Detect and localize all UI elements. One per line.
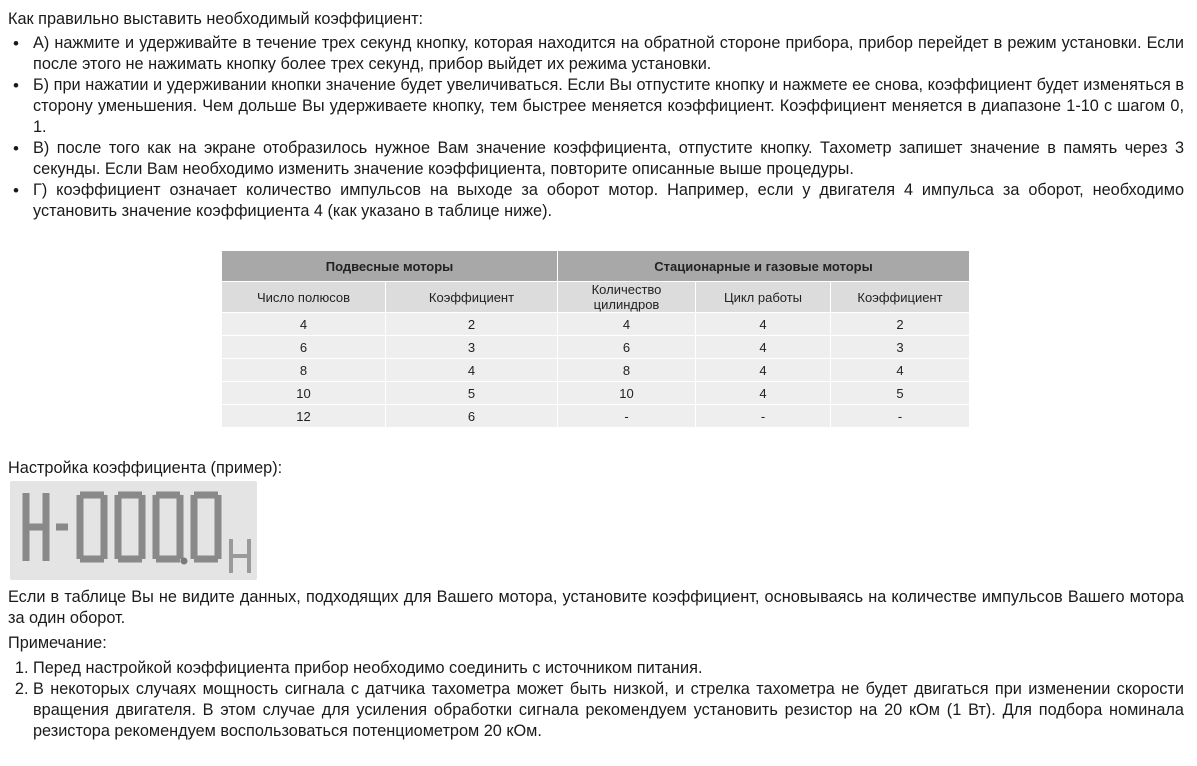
table-row [222,382,970,405]
table-row [222,313,970,336]
notes-list [0,658,1184,742]
table-cell: 2 [386,313,558,336]
note-title: Примечание: [8,634,107,652]
table-cell: 5 [831,382,970,405]
table-cell: 8 [558,359,696,382]
table-cell: - [831,405,970,428]
step-a: • А) нажмите и удерживайте в течение трех секунд кнопку, которая находится на обратной стороне прибора, прибор перейдет в режим установки. Если после этого не нажимать кнопку более трех секунд, прибор выйдет их режима установки. [33,33,1184,75]
table-cell: 10 [222,382,386,405]
table-cell: 4 [696,336,831,359]
coefficient-header-2: Коэффициент [831,282,970,313]
step-c: • В) после того как на экране отобразилось нужное Вам значение коэффициента, отпустите кнопку. Тахометр запишет значение в память через 3 секунды. Если Вам необходимо изменить значение коэффициента, повторите описанные выше процедуры. [33,138,1184,180]
coefficient-table [221,250,970,428]
lcd-segments-graphic [10,481,257,580]
table-cell: 5 [386,382,558,405]
stationary-gas-motors-header: Стационарные и газовые моторы [558,251,970,282]
table-cell: 8 [222,359,386,382]
table-row [222,405,970,428]
poles-count-header: Число полюсов [222,282,386,313]
coefficient-header: Коэффициент [386,282,558,313]
table-cell: - [558,405,696,428]
table-row [222,359,970,382]
note-item: 1. Перед настройкой коэффициента прибор необходимо соединить с источником питания. [33,658,1184,679]
table-cell: 12 [222,405,386,428]
table-sub-header-row [222,282,970,313]
table-cell: 6 [386,405,558,428]
step-d: • Г) коэффициент означает количество импульсов на выходе за оборот мотор. Например, если у двигателя 4 импульса за оборот, необходимо установить значение коэффициента 4 (как указано в таблице ниже). [33,180,1184,222]
instructions-heading: Как правильно выставить необходимый коэффициент: [8,10,424,28]
advice-paragraph: Если в таблице Вы не видите данных, подходящих для Вашего мотора, установите коэффициент, основываясь на количестве импульсов Вашего мотора за один оборот. [8,588,1184,627]
work-cycle-header: Цикл работы [696,282,831,313]
table-cell: 4 [222,313,386,336]
table-cell: 4 [386,359,558,382]
cylinders-count-header: Количество цилиндров [558,282,696,313]
table-cell: 4 [696,359,831,382]
instruction-steps [0,33,1184,222]
table-cell: 10 [558,382,696,405]
note-item: 2. В некоторых случаях мощность сигнала с датчика тахометра может быть низкой, и стрелка тахометра не будет двигаться при изменении скорости вращения двигателя. В этом случае для усиления обработки сигнала рекомендуем установить резистор на 20 кОм (1 Вт). Для подбора номинала резистора рекомендуем воспользоваться потенциометром 20 кОм. [33,679,1184,742]
table-cell: 4 [831,359,970,382]
table-row [222,336,970,359]
table-cell: 2 [831,313,970,336]
lcd-display-photo [10,481,257,580]
table-cell: 4 [558,313,696,336]
step-b: • Б) при нажатии и удерживании кнопки значение будет увеличиваться. Если Вы отпустите кнопку и нажмете ее снова, коэффициент будет изменяться в сторону уменьшения. Чем дольше Вы удерживаете кнопку, тем быстрее меняется коэффициент. Коэффициент меняется в диапазоне 1-10 с шагом 0, 1. [33,75,1184,138]
table-group-header-row [222,251,970,282]
table-cell: - [696,405,831,428]
table-cell: 4 [696,313,831,336]
table-cell: 4 [696,382,831,405]
table-cell: 3 [386,336,558,359]
example-label: Настройка коэффициента (пример): [8,459,283,477]
table-cell: 3 [831,336,970,359]
table-cell: 6 [558,336,696,359]
outboard-motors-header: Подвесные моторы [222,251,558,282]
table-cell: 6 [222,336,386,359]
